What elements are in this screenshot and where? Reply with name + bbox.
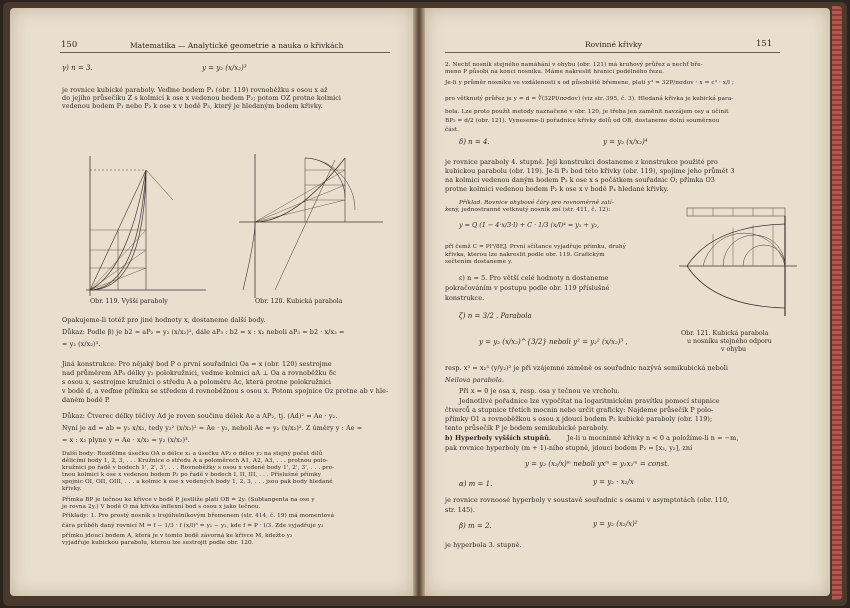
- example-line: sečtením dostaneme y.: [445, 259, 513, 265]
- paragraph-line: bola. Lze proto použít metody naznačené v obr. 120, je třeba jen zaměnit navzájem osy a učinit: [445, 109, 729, 115]
- paragraph-line: je rovnice rovnoosé hyperboly v soustavě souřadnic s osami v asymptotách (obr. 110,: [445, 496, 730, 504]
- paragraph-line: tnou kolmici k ose x vedenou bodem P₂ po řadě v bodech I, II, III, . . . Příslušné přímky: [62, 472, 322, 478]
- formula-gamma: γ) n = 3.: [62, 64, 93, 72]
- paragraph-line: = x : x₂ plyne y = Ae · x/x₂ = y₂ (x/x₂)³.: [62, 436, 190, 444]
- paragraph-line: přímku jdoucí bodem A, která je v tomto bodě závorná ke křivce M, kdežto y₂: [62, 533, 293, 539]
- paragraph-line: křivky.: [62, 486, 82, 492]
- paragraph-line: Jednotlivé pořadnice lze vypočítat na logaritmickém pravítku pomocí stupnice: [459, 397, 720, 405]
- left-page: [10, 8, 413, 596]
- section-heading: b) Hyperboly vyšších stupňů.: [445, 434, 552, 442]
- paragraph-line: Nyní je ad = ab = y₂ x/x₂, tedy y₂² (x/x₂)² = Ae · y₂, neboli Ae = y₂ (x/x₂)². Z úměry y : Ae =: [62, 424, 363, 432]
- header-rule: [445, 52, 780, 53]
- paragraph-line: meno P působí na konci nosníku. Máme nakreslit hranici podélného řezu.: [445, 69, 665, 75]
- paragraph-line: čára průběh daný rovnicí M = f − 1/3 · f (x/l)³ = y₁ − y₂, kde f = P · l/3. Zde vyjadřuje y₂: [62, 523, 324, 529]
- paragraph-line: str. 145).: [445, 506, 475, 514]
- figure-121-caption: u nosníku stejného odporu: [687, 338, 772, 345]
- paragraph-line: do jejího průsečíku Z s kolmicí k ose x vedenou bodem P₂; potom OZ protne kolmici: [62, 94, 342, 102]
- arc: [305, 158, 355, 210]
- paragraph-line: vedenou bodem P₁ nebo P₂ k ose x v bodě P₃, který je hledaným bodem křivky.: [62, 102, 323, 110]
- paragraph-line: pokračováním v postupu podle obr. 119 příslušné: [445, 284, 610, 292]
- arc: [703, 233, 785, 266]
- formula-beta-rhs: y = y₂ (x₂/x)²: [593, 520, 638, 528]
- ray: [255, 170, 345, 222]
- paragraph-line: Neilova parabola.: [445, 376, 505, 384]
- paragraph-line: je rovnice paraboly 4. stupně. Její konstrukci dostaneme z konstrukce použité pro: [445, 158, 718, 166]
- running-head: Matematika — Analytické geometrie a nauka o křivkách: [130, 41, 344, 50]
- lower-curve: [687, 266, 785, 308]
- paragraph-line: Při x = 0 je osa x, resp. osa y tečnou ve vrcholu.: [459, 387, 620, 395]
- paragraph-line: nad průměrem AP₀ délky y₂ polokružnici, vedme kolmici aA ⊥ Oa a rovnoběžku δc: [62, 369, 337, 377]
- example-line: křivka, kterou lze nakreslit podle obr. 119. Grafickým: [445, 252, 605, 258]
- running-head: Rovinné křivky: [585, 40, 642, 49]
- figure-121: [673, 206, 803, 326]
- arc: [723, 235, 785, 266]
- example-line: Příklad. Rovnice ohybové čáry pro rovnoměrně zatí-: [459, 200, 614, 206]
- formula-delta-rhs: y = y₂ (x/x₂)⁴: [603, 138, 648, 146]
- paragraph-line: 2. Nechť nosník stejného namáhání v ohybu (obr. 121) má kruhový průřez a nechť bře-: [445, 62, 703, 68]
- formula-gamma-rhs: y = y₂ (x/x₂)³: [202, 64, 247, 72]
- paragraph-line: čtverců a stupnice třetích mocnin nebo určit graficky: Najdeme průsečík P polo-: [445, 406, 714, 414]
- semicircle: [305, 158, 345, 198]
- paragraph-line: část.: [445, 127, 460, 133]
- paragraph-line: Je-li y průměr nosníku ve vzdálenosti x od působiště břemene, platí y³ = 32P/πσdov · x = c³ · x/l ;: [445, 80, 734, 86]
- paragraph-line: = y₂ (x/x₂)³.: [62, 340, 101, 348]
- paragraph-line: je hyperbola 3. stupně.: [445, 541, 522, 549]
- paragraph-line: vyjadřuje kubickou parabolu, kterou lze sestrojit podle obr. 120.: [62, 540, 254, 546]
- paragraph-line: protne kolmici vedenou bodem P₂ k ose x v bodě P₄ hledané křivky.: [445, 185, 669, 193]
- paragraph-line: Další body: Rozdělme úsečku OA o délce x₂ a úsečku AP₂ o délce y₂ na stejný počet dílů: [62, 451, 323, 457]
- paragraph-line: Příklady: 1. Pro prostý nosník s trojúhelníkovým břemenem (str. 414, č. 19) má momentová: [62, 513, 335, 519]
- figure-120-caption: Obr. 120. Kubická parabola: [255, 298, 343, 305]
- page-number: 150: [61, 40, 78, 50]
- formula-zeta-rhs: y = y₂ (x/x₂)^{3/2} neboli y² = y₂² (x/x₂)³ ,: [479, 338, 628, 346]
- arc: [743, 245, 785, 266]
- page-number: 151: [756, 39, 773, 49]
- paragraph-line: daném bodě P.: [62, 396, 111, 404]
- paragraph-line: Jiná konstrukce: Pro nějaký bod P o první souřadnici Oa = x (obr. 120) sestrojme: [62, 360, 332, 368]
- paragraph-line: konstrukce.: [445, 294, 485, 302]
- figure-119-caption: Obr. 119. Vyšší paraboly: [90, 298, 168, 305]
- formula-beta: β) m = 2.: [459, 522, 492, 530]
- paragraph-line: spojnic OI, OII, OIII, . . . a kolmic k ose x vedených body 1, 2, 3, . . . jsou pak body hledané: [62, 479, 333, 485]
- hyperbola-formula: y = y₂ (x₂/x)ᵐ neboli yxᵐ = y₂x₂ᵐ = const.: [525, 460, 670, 468]
- example-formula: y = Q (1 − 4·x/3·l) + C · 1/3 (x/l)⁴ = y₁ + y₂,: [459, 221, 600, 229]
- paragraph-line: je rovna 2y.) V bodě O má křivka inflexní bod s osou x jako tečnou.: [62, 504, 261, 510]
- paragraph-line: s osou x, sestrojme kružnici o středu A a poloměru Ac, která protne polokružnici: [62, 378, 332, 386]
- paragraph-line: kubickou parabolu (obr. 119). Je-li P₃ bod této křivky (obr. 119), spojíme jeho průmět 3: [445, 167, 735, 175]
- right-page: [425, 8, 830, 596]
- figure-120: [235, 150, 385, 300]
- paragraph-line: na kolmici vedenou daným bodem P₂ k ose x s počátkem souřadnic O; přímka O3: [445, 176, 715, 184]
- paragraph-line: dělicími body 1, 2, 3, . . . Kružnice o středu A a poloměrech A1, A2, A3, . . . protnou polo-: [62, 458, 328, 464]
- figure-119: [78, 150, 208, 298]
- cubic-branch: [243, 222, 255, 290]
- paragraph-line: tento průsečík P je bodem semikubické paraboly.: [445, 424, 609, 432]
- book-gutter: [413, 8, 425, 596]
- paragraph-line: BP₂ = d/2 (obr. 121). Vyneseme-li pořadnice křivky dolů od OB, dostaneme dolní souměrnou: [445, 118, 720, 124]
- formula-delta: δ) n = 4.: [459, 138, 490, 146]
- paragraph-line: v bodě d, a veďme přímku se středem d rovnoběžnou s osou x. Potom spojnice Oz protne ab v hle-: [62, 387, 389, 395]
- figure-121-caption: Obr. 121. Kubická parabola: [681, 330, 769, 337]
- tangent: [146, 170, 173, 200]
- header-rule: [60, 52, 390, 53]
- paragraph-line: Opakujeme-li totéž pro jiné hodnoty x, dostaneme další body.: [62, 316, 266, 324]
- paragraph-line: ε) n = 5. Pro větší celé hodnoty n dostaneme: [459, 274, 609, 282]
- example-line: žený, jednostranně vetknutý nosník zní (str. 411, č. 12):: [445, 207, 611, 213]
- paragraph-line: pro větknutý průřez je y = d = ∛(32Pl/πσdov) (viz str. 395, č. 3). Hledaná křivka je kubická para-: [445, 96, 734, 102]
- paragraph-line: Důkaz: Čtverec délky těčivy Ad je roven součinu délek Ae a AP₂, tj. (Ad)² = Ae · y₂.: [62, 412, 338, 420]
- example-line: při čemž C = Pl³/8EJ. První sčítance vyjadřuje přímku, druhý: [445, 244, 626, 250]
- page-edge: [832, 6, 842, 600]
- formula-alpha: α) m = 1.: [459, 480, 493, 488]
- paragraph-line: přímky O1 a rovnoběžkou s osou x jdoucí bodem P₂ kubické paraboly (obr. 119);: [445, 415, 713, 423]
- paragraph-line: Přímka BP je tečnou ke křivce v bodě P, jestliže platí OB = 2y. (Subtangenta na ose y: [62, 497, 315, 503]
- formula-alpha-rhs: y = y₂ · x₂/x: [593, 478, 634, 486]
- paragraph-line: je rovnice kubické paraboly. Veďme bodem P₁ (obr. 119) rovnoběžku s osou x až: [62, 86, 328, 94]
- formula-zeta: ζ) n = 3/2 . Parabola: [459, 312, 532, 320]
- figure-121-caption: v ohybu: [721, 346, 747, 353]
- paragraph-line: Důkaz: Podle β) je b2 = aP₂ = y₂ (x/x₂)², dále aP₃ : b2 = x : x₂ neboli aP₃ = b2 · x/x₂ =: [62, 328, 345, 336]
- paragraph-line: pak rovnice hyperboly (m + 1)-ního stupně, jdoucí bodem P₂ = [x₂, y₂], zní: [445, 444, 693, 452]
- paragraph-line: kružnici po řadě v bodech 1', 2', 3', . . . Rovnoběžky s osou x vedené body 1', 2', 3', . . . pro-: [62, 465, 335, 471]
- paragraph-line: Je-li u mocninné křivky n < 0 a položíme-li n = −m,: [567, 434, 739, 442]
- paragraph-line: resp. x³ = x₂³ (y/y₂)² je při vzájemné záměně os souřadnic nazývá semikubická neboli: [445, 364, 729, 372]
- load-arrows: [687, 208, 785, 216]
- upper-curve: [687, 224, 785, 266]
